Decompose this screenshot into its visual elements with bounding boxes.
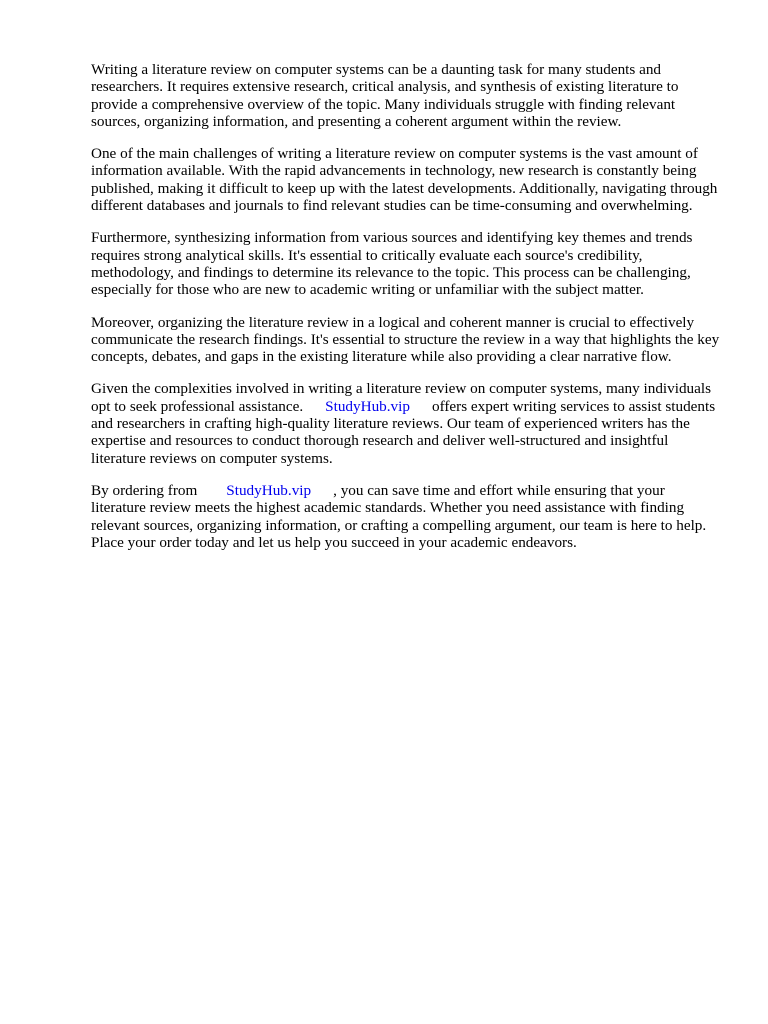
paragraph-ordering-text-before: By ordering from — [91, 481, 198, 499]
paragraph-intro: Writing a literature review on computer systems can be a daunting task for many students and researchers. It requires extensive research, critical analysis, and synthesis of existing literature to provide a comprehensive overview of the topic. Many individuals struggle with finding relevant sources, organizing information, and presenting a coherent argument within the review. — [91, 61, 679, 130]
studyhub-link[interactable]: StudyHub.vip — [325, 397, 410, 415]
studyhub-link-order[interactable]: StudyHub.vip — [226, 481, 312, 499]
paragraph-ordering-text-after: , you can save time and effort while ensuring that your literature review meets the highest academic standards. Whether you need assistance with finding relevant sources, organizing information, or crafting a compelling argument, our team is here to help. Place your order today and let us help you succeed in your academic endeavors. — [91, 481, 707, 551]
paragraph-ordering — [91, 482, 723, 551]
paragraph-assistance — [91, 380, 723, 466]
paragraph-synthesis: Furthermore, synthesizing information from various sources and identifying key themes and trends requires strong analytical skills. It's essential to critically evaluate each source's credibility, methodology, and findings to determine its relevance to the topic. This process can be challenging, especially for those who are new to academic writing or unfamiliar with the subject matter. — [91, 229, 693, 299]
paragraph-challenges: One of the main challenges of writing a literature review on computer systems is the vast amount of information available. With the rapid advancements in technology, new research is constantly being published, making it difficult to keep up with the latest developments. Additionally, navigating through different databases and journals to find relevant studies can be time-consuming and overwhelming. — [91, 145, 718, 215]
paragraph-assistance-text-before: Given the complexities involved in writing a literature review on computer systems, many individuals opt to seek professional assistance. — [91, 380, 712, 415]
paragraph-organizing: Moreover, organizing the literature review in a logical and coherent manner is crucial to effectively communicate the research findings. It's essential to structure the review in a way that highlights the key concepts, debates, and gaps in the existing literature while also providing a clear narrative flow. — [91, 313, 720, 366]
paragraph-assistance-text-after: offers expert writing services to assist students and researchers in crafting high-quality literature reviews. Our team of experienced writers has the expertise and resources to conduct thorough research and deliver well-structured and insightful literature reviews on computer systems. — [91, 397, 716, 467]
document-body — [91, 61, 723, 566]
